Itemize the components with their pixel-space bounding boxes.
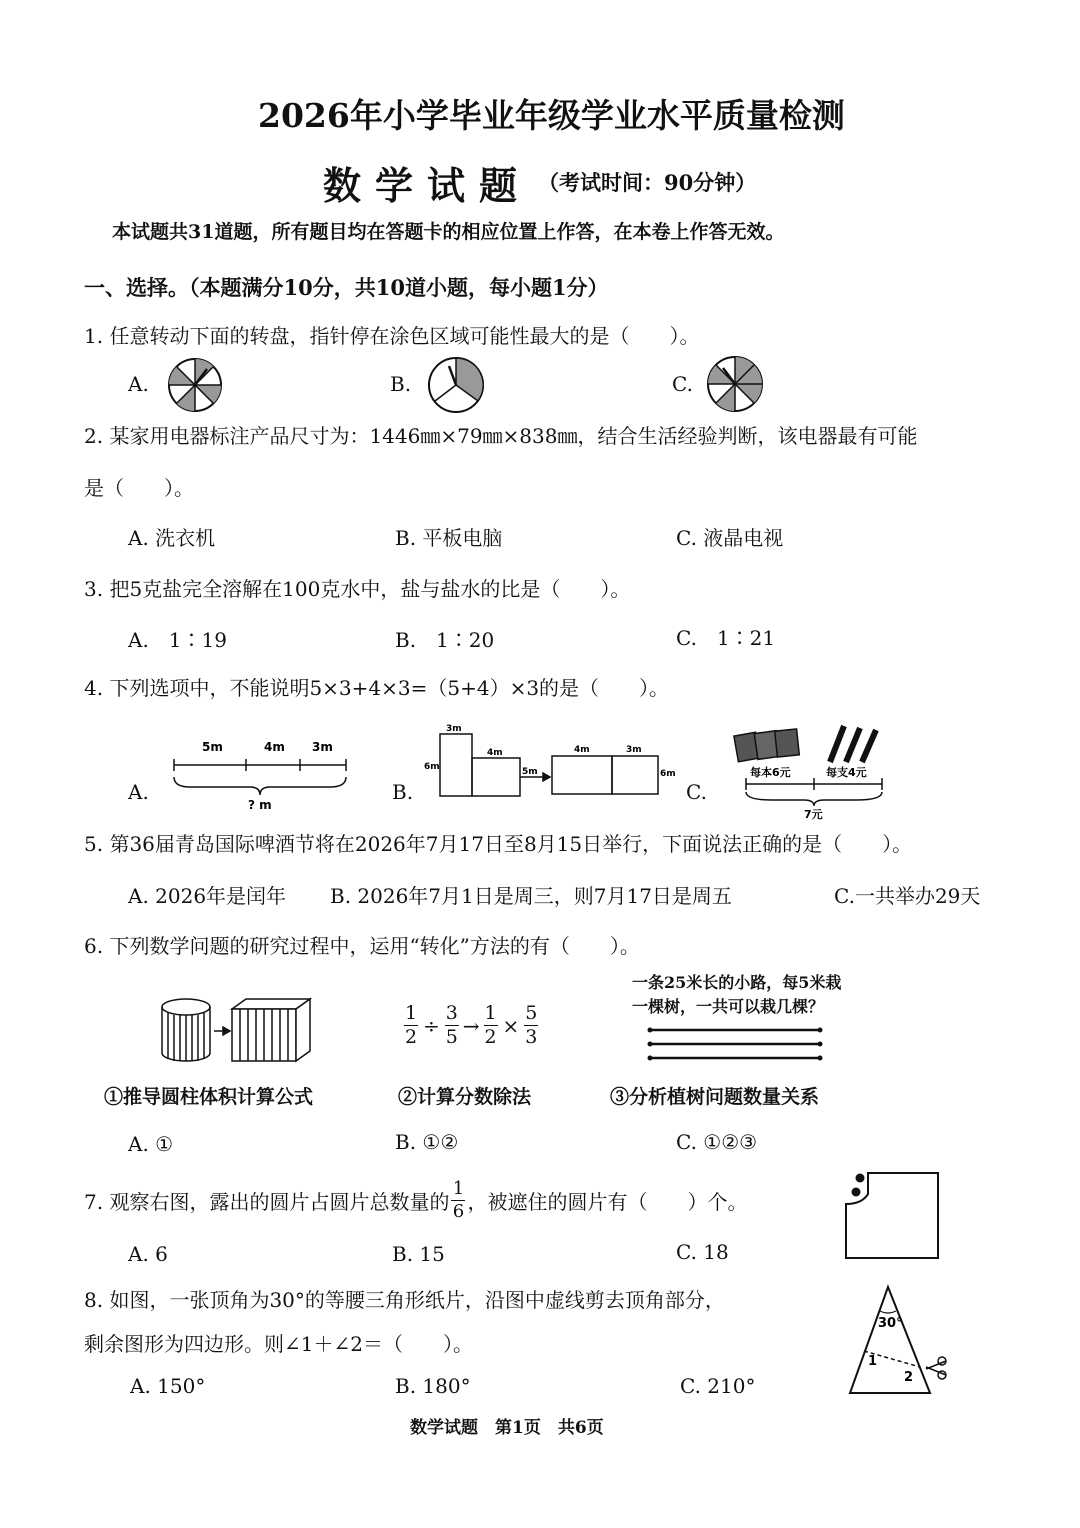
q3-option-a[interactable]: A. 1∶19 — [128, 628, 227, 652]
q4-b-label-4: 5m — [522, 767, 538, 777]
exam-subject: 数学试题 — [323, 163, 532, 208]
q2-option-c[interactable]: C. 液晶电视 — [676, 526, 784, 550]
exam-time-note: （考试时间：90分钟） — [538, 170, 757, 195]
q4-b-label-7: 6m — [660, 769, 676, 779]
q8-stem-line1: 8. 如图，一张顶角为30°的等腰三角形纸片，沿图中虚线剪去顶角部分， — [84, 1288, 725, 1312]
q8-label-1: 1 — [868, 1354, 878, 1369]
q2-option-a[interactable]: A. 洗衣机 — [128, 526, 216, 550]
q1-option-b[interactable]: B. — [390, 372, 412, 396]
q2-option-b[interactable]: B. 平板电脑 — [395, 526, 503, 550]
q8-stem-line2: 剩余图形为四边形。则∠1＋∠2＝（ ）。 — [84, 1332, 473, 1356]
q6-cylinder-transform — [158, 995, 318, 1067]
q7-option-b[interactable]: B. 15 — [392, 1242, 445, 1266]
exam-notice: 本试题共31道题，所有题目均在答题卡的相应位置上作答，在本卷上作答无效。 — [112, 221, 785, 243]
q2-stem-line1: 2. 某家用电器标注产品尺寸为：1446㎜×79㎜×838㎜，结合生活经验判断，该电器最有可能 — [84, 424, 918, 448]
q6-fraction-expression: $\frac{1}{2}$ ÷ $\frac{3}{5}$ → $\frac{1}{2}$ × $\frac{5}{3}$ — [404, 1002, 538, 1048]
q8-option-b[interactable]: B. 180° — [395, 1374, 471, 1398]
q6-tree-line1: 一条25米长的小路，每5米栽 — [632, 973, 842, 992]
q4-option-b[interactable]: B. — [392, 780, 414, 804]
q3-option-c[interactable]: C. 1∶21 — [676, 626, 776, 650]
q8-angle-label: 30° — [878, 1316, 903, 1331]
q3-option-b[interactable]: B. 1∶20 — [395, 628, 495, 652]
q4-a-label-3m: 3m — [312, 740, 333, 754]
q6-caption-1: ①推导圆柱体积计算公式 — [104, 1086, 314, 1108]
q8-option-c[interactable]: C. 210° — [680, 1374, 756, 1398]
q6-stem: 6. 下列数学问题的研究过程中，运用“转化”方法的有（ ）。 — [84, 934, 640, 958]
q4-a-label-4m: 4m — [264, 740, 285, 754]
q5-option-c[interactable]: C.一共举办29天 — [834, 884, 981, 908]
q4-a-label-total: ? m — [248, 798, 272, 812]
spinner-a — [167, 357, 223, 413]
q6-option-c[interactable]: C. ①②③ — [676, 1130, 758, 1154]
q5-option-a[interactable]: A. 2026年是闰年 — [128, 884, 287, 908]
q6-option-a[interactable]: A. ① — [128, 1132, 174, 1156]
q7-option-c[interactable]: C. 18 — [676, 1240, 729, 1264]
q8-triangle-figure — [846, 1283, 956, 1395]
spinner-b — [427, 356, 485, 414]
q4-b-label-2: 4m — [487, 748, 503, 758]
q5-option-b[interactable]: B. 2026年7月1日是周三，则7月17日是周五 — [330, 884, 732, 908]
q4-a-segment-diagram — [170, 735, 350, 815]
q6-option-b[interactable]: B. ①② — [395, 1130, 459, 1154]
spinner-c — [706, 355, 764, 413]
q6-caption-2: ②计算分数除法 — [398, 1086, 532, 1108]
q7-covered-discs-figure — [842, 1168, 942, 1263]
q4-stem: 4. 下列选项中，不能说明5×3+4×3=（5+4）×3的是（ ）。 — [84, 676, 670, 700]
q7-stem: 7. 观察右图，露出的圆片占圆片总数量的 $\frac{1}{6}$ ，被遮住的圆片有（ ）个。 — [84, 1178, 748, 1222]
q1-stem: 1. 任意转动下面的转盘，指针停在涂色区域可能性最大的是（ ）。 — [84, 324, 700, 348]
q4-c-label-book: 每本6元 — [750, 766, 791, 779]
q4-a-label-5m: 5m — [202, 740, 223, 754]
q6-tree-lines — [646, 1024, 826, 1064]
q4-option-c[interactable]: C. — [686, 780, 707, 804]
q3-stem: 3. 把5克盐完全溶解在100克水中，盐与盐水的比是（ ）。 — [84, 577, 631, 601]
q5-stem: 5. 第36届青岛国际啤酒节将在2026年7月17日至8月15日举行，下面说法正确的是（ ）。 — [84, 832, 913, 856]
q7-option-a[interactable]: A. 6 — [128, 1242, 168, 1266]
q8-label-2: 2 — [904, 1370, 914, 1385]
q2-stem-line2: 是（ ）。 — [84, 476, 194, 500]
q4-c-books-pens — [732, 722, 892, 822]
q8-option-a[interactable]: A. 150° — [130, 1374, 206, 1398]
section-heading: 一、选择。（本题满分10分，共10道小题，每小题1分） — [84, 275, 609, 300]
q4-b-label-5: 4m — [574, 745, 590, 755]
q4-b-label-6: 3m — [626, 745, 642, 755]
q4-b-label-3: 6m — [424, 762, 440, 772]
q6-tree-line2: 一棵树，一共可以栽几棵？ — [632, 997, 825, 1016]
q4-c-label-pen: 每支4元 — [826, 766, 867, 779]
q4-c-label-total: 7元 — [804, 808, 823, 821]
q4-option-a[interactable]: A. — [128, 780, 149, 804]
exam-title: 2026年小学毕业年级学业水平质量检测 — [258, 96, 845, 135]
q4-b-label-1: 3m — [446, 724, 462, 734]
q1-option-a[interactable]: A. — [128, 372, 149, 396]
q6-caption-3: ③分析植树问题数量关系 — [610, 1086, 820, 1108]
page-footer: 数学试题 第1页 共6页 — [410, 1418, 604, 1438]
q1-option-c[interactable]: C. — [672, 372, 693, 396]
q4-b-rectangles — [422, 720, 682, 800]
